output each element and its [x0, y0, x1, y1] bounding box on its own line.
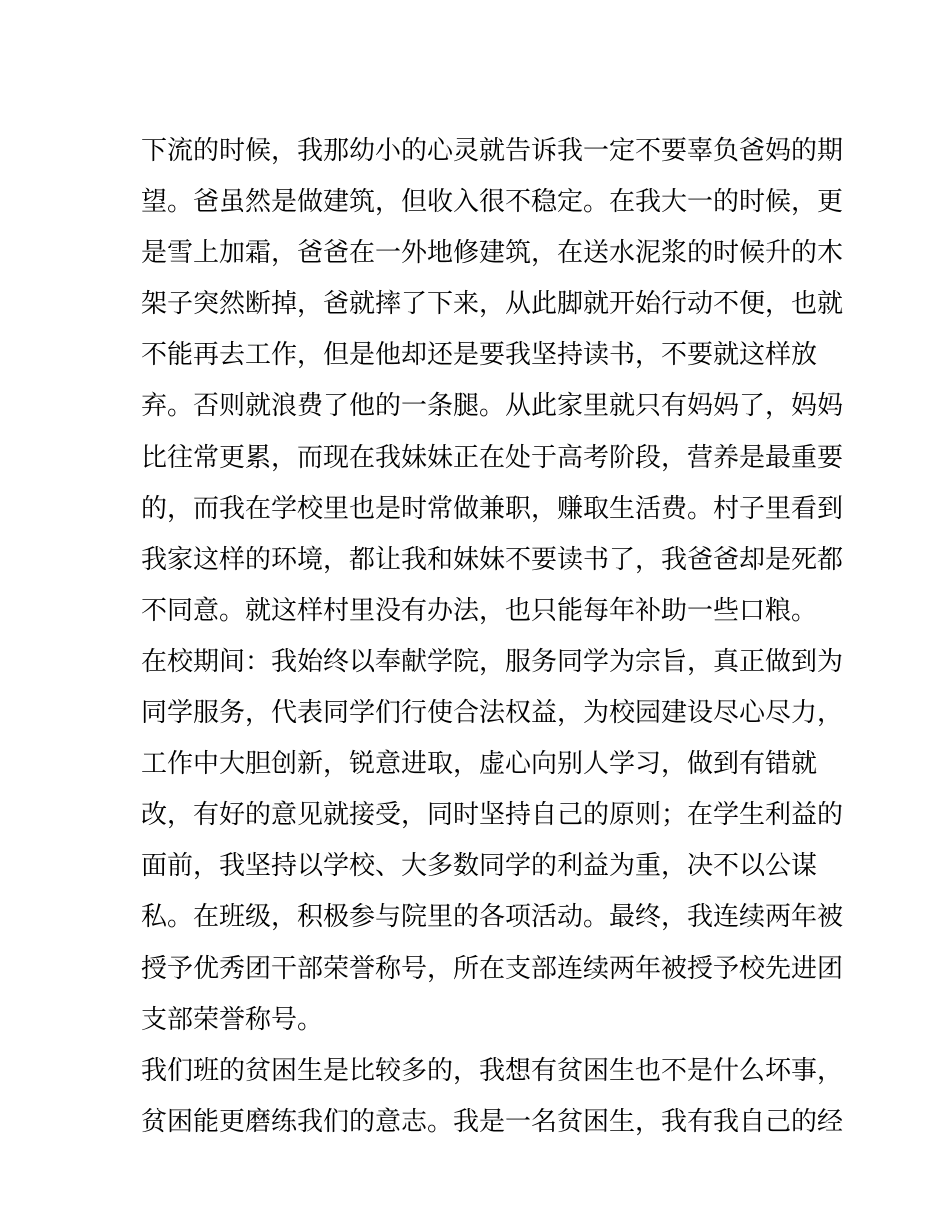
text-line: 在校期间：我始终以奉献学院，服务同学为宗旨，真正做到为	[141, 646, 844, 677]
text-line: 不同意。就这样村里没有办法，也只能每年补助一些口粮。	[141, 595, 818, 626]
text-line: 是雪上加霜，爸爸在一外地修建筑，在送水泥浆的时候升的木	[141, 238, 844, 269]
text-line: 弃。否则就浪费了他的一条腿。从此家里就只有妈妈了，妈妈	[141, 391, 844, 422]
text-line: 望。爸虽然是做建筑，但收入很不稳定。在我大一的时候，更	[141, 187, 844, 218]
text-line: 工作中大胆创新，锐意进取，虚心向别人学习，做到有错就	[141, 749, 818, 780]
text-line: 架子突然断掉，爸就摔了下来，从此脚就开始行动不便，也就	[141, 289, 844, 320]
text-line: 比往常更累，而现在我妹妹正在处于高考阶段，营养是最重要	[141, 442, 844, 473]
text-line: 不能再去工作，但是他却还是要我坚持读书，不要就这样放	[141, 340, 818, 371]
text-line: 授予优秀团干部荣誉称号，所在支部连续两年被授予校先进团	[141, 953, 844, 984]
text-line: 私。在班级，积极参与院里的各项活动。最终，我连续两年被	[141, 902, 844, 933]
body-text	[141, 126, 844, 1148]
text-line: 的，而我在学校里也是时常做兼职，赚取生活费。村子里看到	[141, 493, 844, 524]
text-line: 我家这样的环境，都让我和妹妹不要读书了，我爸爸却是死都	[141, 544, 844, 575]
text-line: 我们班的贫困生是比较多的，我想有贫困生也不是什么坏事，	[141, 1055, 844, 1086]
text-line: 改，有好的意见就接受，同时坚持自己的原则；在学生利益的	[141, 800, 844, 831]
text-line: 面前，我坚持以学校、大多数同学的利益为重，决不以公谋	[141, 851, 818, 882]
text-line: 下流的时候，我那幼小的心灵就告诉我一定不要辜负爸妈的期	[141, 136, 844, 166]
text-line: 支部荣誉称号。	[141, 1004, 324, 1035]
text-line: 贫困能更磨练我们的意志。我是一名贫困生，我有我自己的经	[141, 1106, 844, 1137]
text-line: 同学服务，代表同学们行使合法权益，为校园建设尽心尽力，	[141, 698, 844, 729]
